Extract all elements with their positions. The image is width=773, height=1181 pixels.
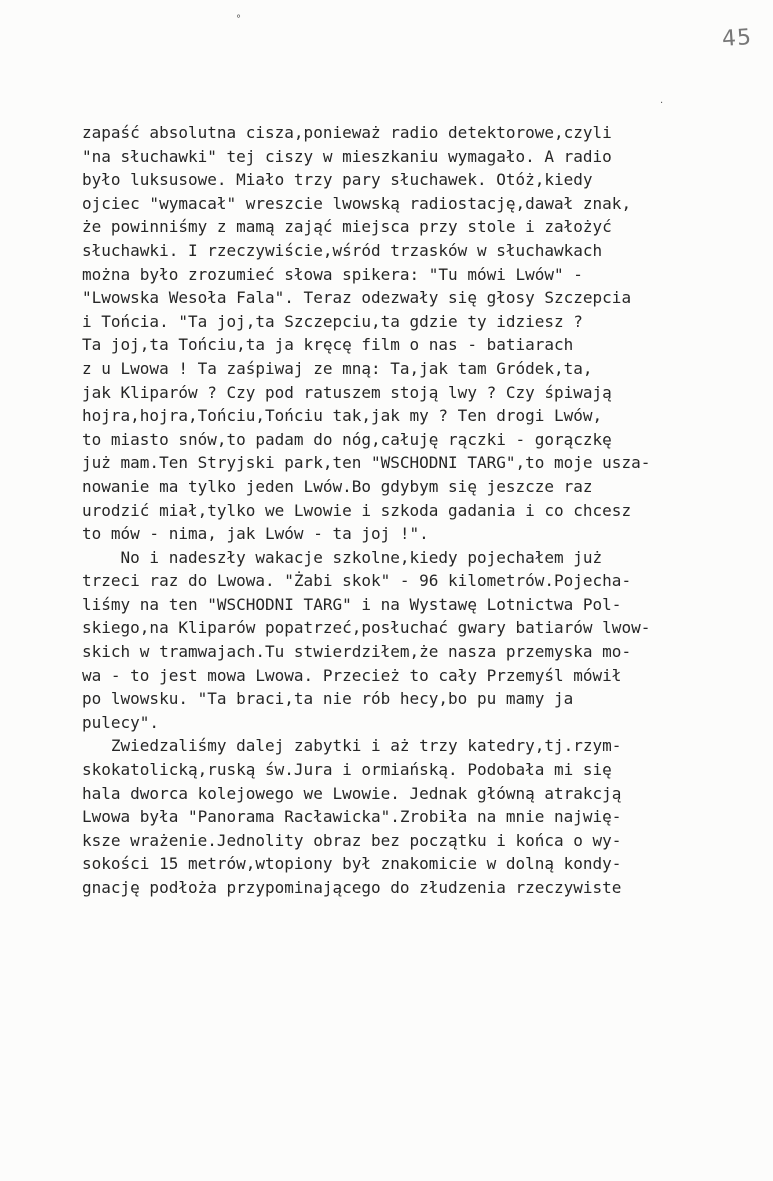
body-text (82, 121, 722, 900)
text-line: "na słuchawki" tej ciszy w mieszkaniu wymagało. A radio (82, 146, 612, 166)
text-line: sokości 15 metrów,wtopiony był znakomicie w dolną kondy- (82, 854, 622, 874)
page-number: 45 (721, 24, 753, 53)
text-line: hojra,hojra,Tońciu,Tońciu tak,jak my ? Ten drogi Lwów, (82, 406, 603, 426)
text-line: zapaść absolutna cisza,ponieważ radio detektorowe,czyli (82, 123, 612, 142)
text-line: Ta joj,ta Tońciu,ta ja kręcę film o nas - batiarach (82, 335, 574, 355)
text-line: z u Lwowa ! Ta zaśpiwaj ze mną: Ta,jak tam Gródek,ta, (82, 358, 593, 378)
text-line: to miasto snów,to padam do nóg,całuję rączki - gorączkę (82, 429, 612, 449)
text-line: liśmy na ten "WSCHODNI TARG" i na Wystawę Lotnictwa Pol- (82, 594, 622, 614)
text-line: skokatolicką,ruską św.Jura i ormiańską. Podobała mi się (82, 760, 612, 780)
text-line: gnację podłoża przypominającego do złudzenia rzeczywiste (82, 878, 622, 897)
text-line: to mów - nima, jak Lwów - ta joj !". (82, 524, 429, 544)
text-line: pulecy". (82, 712, 160, 732)
text-line: można było zrozumieć słowa spikera: "Tu mówi Lwów" - (82, 264, 583, 284)
text-line: hala dworca kolejowego we Lwowie. Jednak główną atrakcją (82, 783, 622, 803)
text-line: i Tońcia. "Ta joj,ta Szczepciu,ta gdzie ty idziesz ? (82, 311, 583, 331)
text-line: słuchawki. I rzeczywiście,wśród trzasków w słuchawkach (82, 240, 603, 260)
text-line: trzeci raz do Lwowa. "Żabi skok" - 96 kilometrów.Pojecha- (82, 571, 632, 591)
text-line: Lwowa była "Panorama Racławicka".Zrobiła na mnie najwię- (82, 807, 622, 827)
stray-mark: · (660, 98, 664, 109)
text-line: skich w tramwajach.Tu stwierdziłem,że nasza przemyska mo- (82, 642, 632, 662)
text-line: było luksusowe. Miało trzy pary słuchawek. Otóż,kiedy (82, 170, 593, 190)
text-line: Zwiedzaliśmy dalej zabytki i aż trzy katedry,tj.rzym- (82, 736, 622, 756)
text-line: "Lwowska Wesoła Fala". Teraz odezwały się głosy Szczepcia (82, 288, 632, 308)
text-line: urodzić miał,tylko we Lwowie i szkoda gadania i co chcesz (82, 500, 632, 520)
text-line: wa - to jest mowa Lwowa. Przecież to cały Przemyśl mówił (82, 665, 622, 685)
text-line: skiego,na Kliparów popatrzeć,posłuchać gwary batiarów lwow- (82, 618, 651, 638)
text-line: ksze wrażenie.Jednolity obraz bez początku i końca o wy- (82, 830, 622, 850)
text-line: nowanie ma tylko jeden Lwów.Bo gdybym się jeszcze raz (82, 476, 593, 496)
text-line: że powinniśmy z mamą zająć miejsca przy stole i założyć (82, 217, 612, 237)
stray-mark: ° (236, 14, 241, 25)
text-line: ojciec "wymacał" wreszcie lwowską radiostację,dawał znak, (82, 193, 632, 213)
text-line: już mam.Ten Stryjski park,ten "WSCHODNI TARG",to moje usza- (82, 453, 651, 473)
text-line: jak Kliparów ? Czy pod ratuszem stoją lwy ? Czy śpiwają (82, 382, 612, 402)
text-line: po lwowsku. "Ta braci,ta nie rób hecy,bo pu mamy ja (82, 689, 574, 709)
text-line: No i nadeszły wakacje szkolne,kiedy pojechałem już (82, 547, 603, 567)
